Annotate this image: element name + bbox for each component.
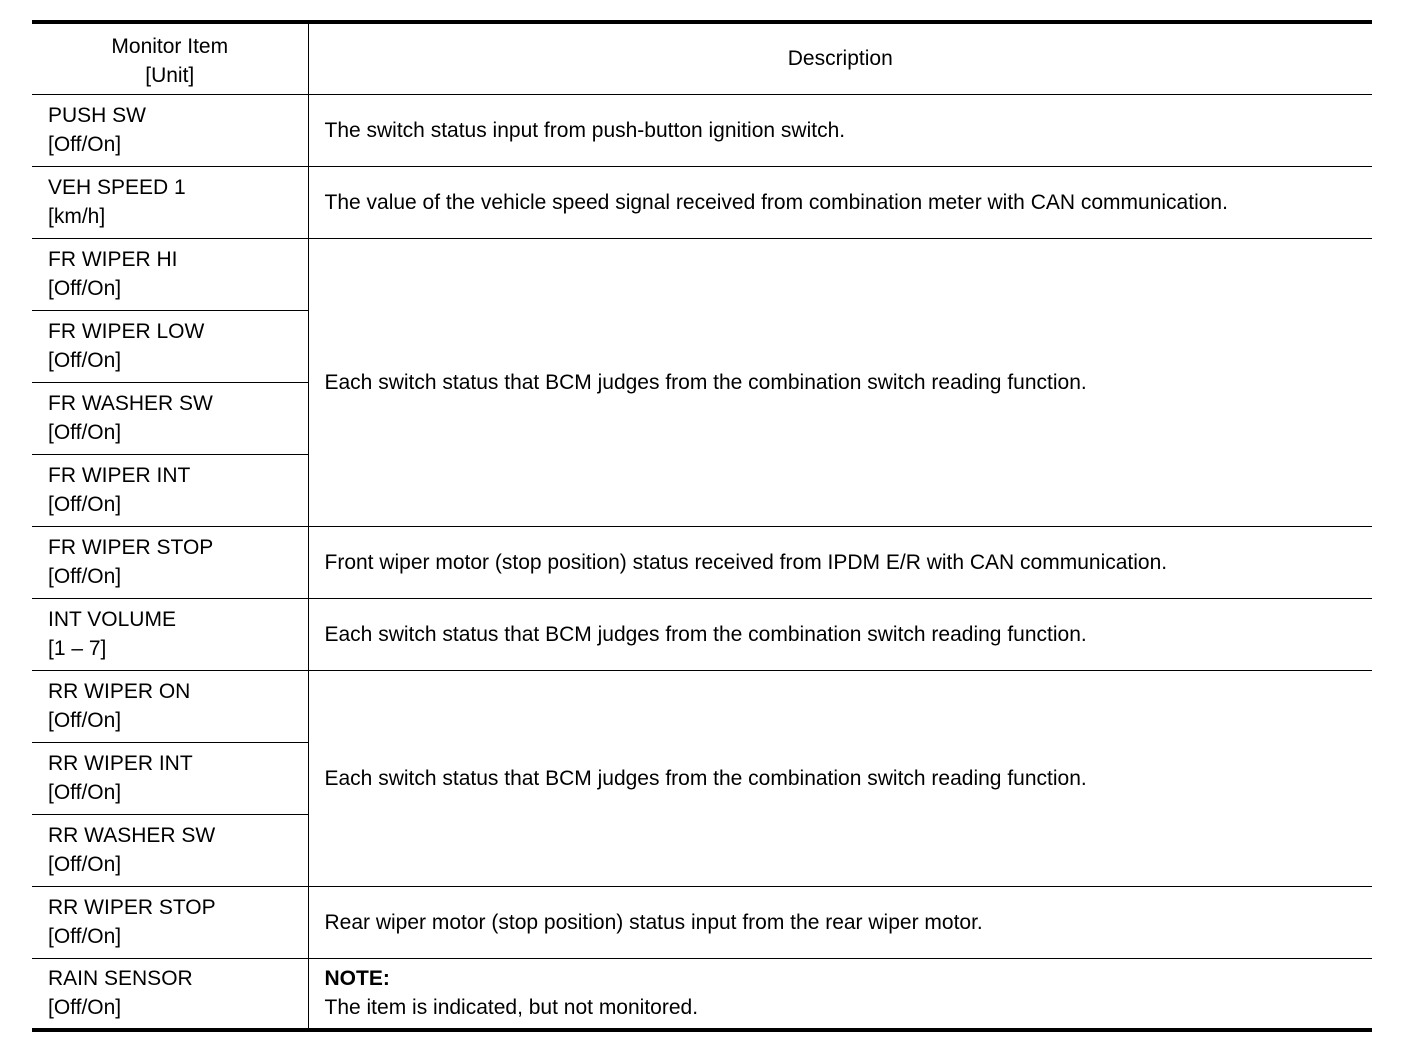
- monitor-item-unit: [Off/On]: [48, 709, 122, 732]
- table-row: [32, 238, 1372, 310]
- table-row: [32, 526, 1372, 598]
- header-row: [32, 22, 1372, 94]
- monitor-item-cell: [32, 94, 308, 166]
- monitor-item-unit: [Off/On]: [48, 277, 122, 300]
- monitor-item-cell: [32, 670, 308, 742]
- monitor-item-name: RR WIPER ON: [48, 680, 191, 703]
- monitor-item-cell: [32, 742, 308, 814]
- description-cell: Front wiper motor (stop position) status received from IPDM E/R with CAN communication.: [308, 526, 1372, 598]
- table-row: [32, 598, 1372, 670]
- description-cell: Each switch status that BCM judges from the combination switch reading function.: [308, 238, 1372, 526]
- header-description: Description: [308, 22, 1372, 94]
- header-item-line2: [Unit]: [145, 63, 195, 87]
- header-monitor-item: [32, 22, 308, 94]
- monitor-item-name: VEH SPEED 1: [48, 176, 186, 199]
- table-header: [32, 22, 1372, 94]
- monitor-item-unit: [Off/On]: [48, 781, 122, 804]
- monitor-item-unit: [Off/On]: [48, 853, 122, 876]
- monitor-item-unit: [Off/On]: [48, 133, 122, 156]
- monitor-item-cell: [32, 382, 308, 454]
- note-label: NOTE:: [324, 967, 390, 991]
- description-cell: The switch status input from push-button ignition switch.: [308, 94, 1372, 166]
- description-cell: Rear wiper motor (stop position) status input from the rear wiper motor.: [308, 886, 1372, 958]
- monitor-item-cell: [32, 598, 308, 670]
- note-text: The item is indicated, but not monitored.: [324, 996, 699, 1020]
- monitor-item-cell: [32, 526, 308, 598]
- table-row: [32, 886, 1372, 958]
- monitor-item-name: RR WIPER INT: [48, 752, 193, 775]
- monitor-item-cell: [32, 166, 308, 238]
- monitor-item-unit: [Off/On]: [48, 996, 122, 1020]
- header-item-line1: Monitor Item: [111, 34, 229, 58]
- table-row: [32, 94, 1372, 166]
- monitor-item-name: FR WIPER HI: [48, 248, 178, 271]
- description-cell: Each switch status that BCM judges from the combination switch reading function.: [308, 598, 1372, 670]
- monitor-item-unit: [1 – 7]: [48, 637, 107, 660]
- description-cell: Each switch status that BCM judges from the combination switch reading function.: [308, 670, 1372, 886]
- monitor-item-cell: [32, 310, 308, 382]
- monitor-item-table-container: [32, 20, 1372, 1032]
- monitor-item-cell: [32, 814, 308, 886]
- monitor-item-name: FR WIPER INT: [48, 464, 191, 487]
- monitor-item-unit: [Off/On]: [48, 349, 122, 372]
- table-body: [32, 94, 1372, 1030]
- monitor-item-unit: [km/h]: [48, 205, 106, 228]
- table-row: [32, 166, 1372, 238]
- monitor-item-cell: [32, 238, 308, 310]
- monitor-item-unit: [Off/On]: [48, 565, 122, 588]
- monitor-item-cell: [32, 886, 308, 958]
- description-cell: [308, 958, 1372, 1030]
- monitor-item-name: RR WIPER STOP: [48, 896, 216, 919]
- monitor-item-name: FR WASHER SW: [48, 392, 213, 415]
- monitor-item-unit: [Off/On]: [48, 925, 122, 948]
- description-cell: The value of the vehicle speed signal received from combination meter with CAN communication.: [308, 166, 1372, 238]
- monitor-item-unit: [Off/On]: [48, 421, 122, 444]
- monitor-item-name: RAIN SENSOR: [48, 967, 193, 991]
- table-row: [32, 670, 1372, 742]
- table-row: [32, 958, 1372, 1030]
- monitor-item-table: [32, 20, 1372, 1032]
- monitor-item-name: RR WASHER SW: [48, 824, 216, 847]
- monitor-item-name: PUSH SW: [48, 104, 147, 127]
- monitor-item-cell: [32, 958, 308, 1030]
- monitor-item-name: FR WIPER STOP: [48, 536, 214, 559]
- monitor-item-cell: [32, 454, 308, 526]
- monitor-item-name: INT VOLUME: [48, 608, 176, 631]
- monitor-item-unit: [Off/On]: [48, 493, 122, 516]
- monitor-item-name: FR WIPER LOW: [48, 320, 205, 343]
